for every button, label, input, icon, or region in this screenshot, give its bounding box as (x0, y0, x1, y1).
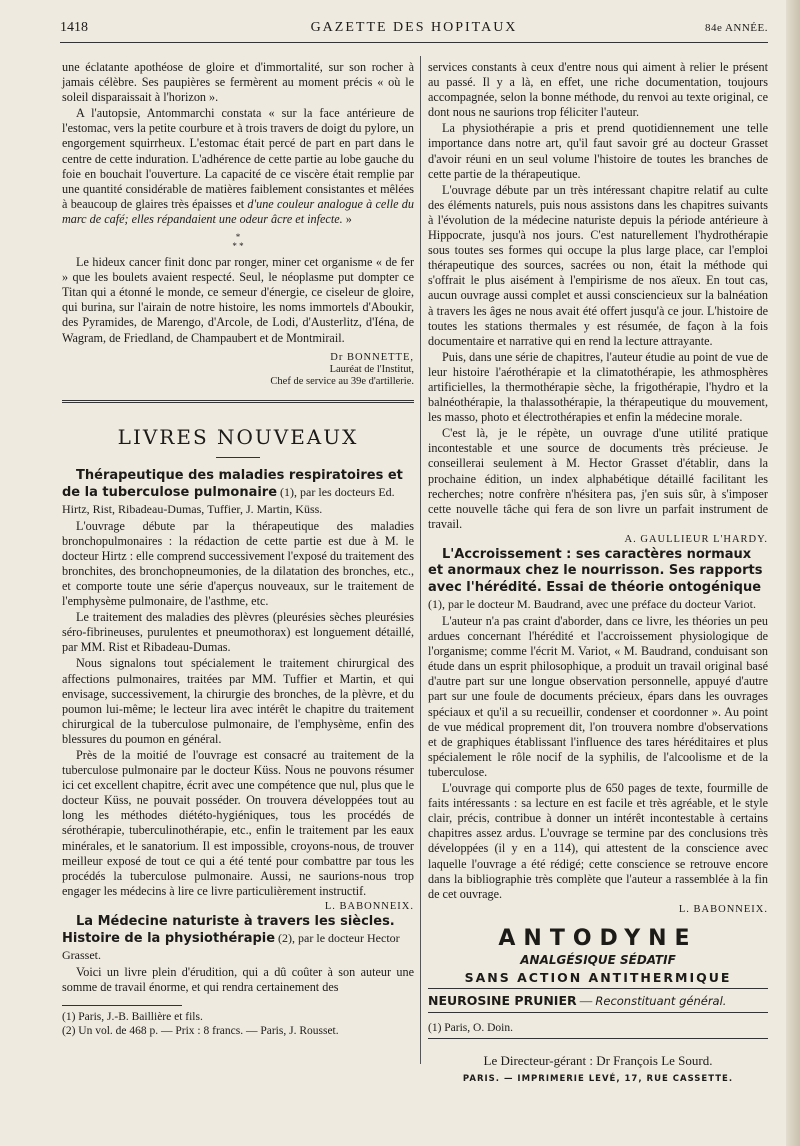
article-signature: Dr BONNETTE, Lauréat de l'Institut, Chef de service au 39e d'artillerie. (270, 351, 414, 387)
paragraph: A l'autopsie, Antommarchi constata « sur la face antérieure de l'estomac, vers la petite courbure et à trois travers de doigt du pylore, un engorgement squirrheux. L'estomac était percé de part en part dans le centre de cette induration. L'adhérence de cette partie au lobe gauche du foie en bouchait l'ouverture. La capacité de ce viscère était remplie par une quantité considérable de matières faiblement consistantes et mêlées à beaucoup de glaires très épaisses et d'une couleur analogue à celle du marc de café; elles répandaient une odeur âcre et infecte. » (62, 106, 414, 226)
journal-title: GAZETTE DES HOPITAUX (310, 20, 518, 35)
page-header (60, 20, 768, 42)
ad-rule (428, 988, 768, 989)
footnotes (62, 1010, 414, 1038)
page-edge (786, 0, 800, 1146)
volume-year: 84e ANNÉE. (704, 22, 768, 34)
ad-brand-name: ANTODYNE (498, 925, 698, 951)
review-signature: L. BABONNEIX. (678, 903, 768, 915)
ad-neurosine: NEUROSINE PRUNIER — Reconstituant général. (428, 993, 727, 1009)
paragraph: Nous signalons tout spécialement le traitement chirurgical des affections pulmonaires, traitées par MM. Tuffier et Martin, et qui envisage, successivement, la chirurgie des bronches, de la plèvre, et du poumon lui-même; le lecteur lira avec intérêt le chapitre du traitement chirurgical de la tuberculose pulmonaire, de l'emphysème, enfin des blessures du poumon en général. (62, 656, 414, 746)
asterism: * * * (232, 232, 244, 252)
right-column (428, 60, 768, 1087)
ad-subtitle: ANALGÉSIQUE SÉDATIF (520, 952, 676, 967)
ad-tagline: SANS ACTION ANTITHERMIQUE (464, 969, 732, 985)
footer-rule (428, 1038, 768, 1039)
paragraph: L'ouvrage qui comporte plus de 650 pages de texte, fourmille de faits intéressants : sa lecture en est facile et très agréable, et le style clair, précis, contribue à donner un intérêt incontestable à certains chapitres assez ardus. L'ouvrage se termine par des conclusions très développées (il y en a 114), qui attestent de la conscience avec laquelle l'ouvrage a été rédigé; cette conscience se retrouve encore dans la bibliographie très complète que l'auteur a rassemblée à la fin de cet ouvrage. (428, 781, 768, 901)
header-rule (60, 42, 768, 43)
advertisement (428, 927, 768, 1013)
left-column (62, 60, 414, 1038)
page-number: 1418 (60, 20, 88, 35)
printer-line: PARIS. — IMPRIMERIE LEVÉ, 17, RUE CASSETTE. (462, 1074, 734, 1085)
book-title: L'Accroissement : ses caractères normaux et anormaux chez le nourrisson. Ses rapports avec l'hérédité. Essai de théorie ontogénique (1), par le docteur M. Baudrand, avec une préface du docteur Variot. (428, 547, 763, 611)
section-title: LIVRES NOUVEAUX (117, 424, 359, 449)
footnote: (1) Paris, O. Doin. (428, 1022, 513, 1035)
section-rule (62, 400, 414, 403)
paragraph: C'est là, je le répète, un ouvrage d'une utilité pratique incontestable et une source de documents très précieuse. Je conseillerai seulement à M. Hector Grasset d'établir, dans la prochaine édition, un index alphabétique détaillé facilitant les recherches; notre confrère n'hésitera pas, j'en suis sûr, à s'imposer cette nouvelle tâche qui fera de son livre un parfait instrument de travail. (428, 426, 768, 531)
paragraph: Puis, dans une série de chapitres, l'auteur étudie au point de vue de leur histoire l'aérothérapie et la climatothérapie, les athmosphères artificielles, la thermothérapie sèche, la frigothérapie, l'hydro et la balnéothérapie, la thalassothérapie, la thérapeutique du mouvement, les masso, photo et électrothérapies et enfin la médecine morale. (428, 349, 768, 425)
book-title: Thérapeutique des maladies respiratoires et de la tuberculose pulmonaire (1), par les docteurs Ed. Hirtz, Rist, Ribadeau-Dumas, Tuffier, J. Martin, Küss. (62, 467, 403, 516)
paragraph: Le hideux cancer finit donc par ronger, miner cet organisme « de fer » que les boulets avaient respecté. Seul, le néoplasme put dompter ce Titan qui a étonné le monde, ce semeur d'énergie, ce ciseleur de gloire, qui burina, sur l'airain de notre histoire, les noms immortels d'Aboukir, des Pyramides, de Marengo, d'Arcole, de Lodi, d'Austerlitz, d'Iéna, de Wagram, de Friedland, de Champaubert et de Montmirail. (62, 255, 414, 345)
paragraph: une éclatante apothéose de gloire et d'immortalité, sur son rocher à jamais célèbre. Ses paupières se fermèrent au moment précis « où le soleil disparaissait à l'horizon ». (62, 60, 414, 105)
paragraph: services constants à ceux d'entre nous qui aiment à relier le présent au passé. Il y a là, en effet, une riche documentation, toujours accompagnée, selon la bonne méthode, du renvoi au texte original, ce dont nous ne saurions trop féliciter l'auteur. (428, 60, 768, 120)
review-signature: L. BABONNEIX. (324, 900, 414, 912)
paragraph: L'auteur n'a pas craint d'aborder, dans ce livre, les théories un peu ardues concernant l'hérédité et l'accroissement physiologique de l'organisme; comme l'écrit M. Variot, « M. Baudrand, conduisant son étude dans un esprit philosophique, a produit un travail original basé d'autre part sur une longue observation personnelle, appuyé d'autre part sur une foule de documents précieux, épars dans les ouvrages spéciaux et qu'il a su recueillir, condenser et coordonner ». Au point de vue médical proprement dit, l'on trouvera nombre d'observations et de graphiques établissant l'influence des tares héréditaires et plus spécialement le rôle nocif de la syphilis, de l'alcoolisme et de la tuberculose. (428, 614, 768, 779)
title-rule (216, 457, 260, 458)
review-signature: A. GAULLIEUR L'HARDY. (624, 533, 768, 545)
paragraph: Près de la moitié de l'ouvrage est consacré au traitement de la tuberculose pulmonaire par le docteur Küss. Nous ne pouvons résumer ici cet excellent chapitre, écrit avec une compétence que nul, plus que le docteur Küss, ne pouvait posséder. On trouvera développées tout au long les méthodes diététo-hygiéniques, tous les procédés de sérothérapie, tuberculinothérapie, etc., enfin le traitement par les eaux minérales, et le sanatorium. Il est impossible, croyons-nous, de trouver meilleur exposé de tout ce qui a été tenté pour combattre par tous les procédés la tuberculose pulmonaire. Aussi, ne saurions-nous trop engager les médecins à lire ce livre particulièrement instructif. (62, 748, 414, 898)
footnote: (1) Paris, J.-B. Baillière et fils. (62, 1011, 203, 1024)
paragraph: L'ouvrage débute par la thérapeutique des maladies bronchopulmonaires : la rédaction de cette partie est due à M. le docteur Hirtz : elle comprend successivement l'exposé du traitement des bronchites, des bronchopneumonies, de la dilatation des bronches, etc., et comporte toute une série d'aperçus nouveaux, sur le traitement de l'emphysème pulmonaire, de l'asthme, etc. (62, 518, 414, 609)
footnote: (2) Un vol. de 468 p. — Prix : 8 francs. — Paris, J. Rousset. (62, 1025, 339, 1038)
director-line: Le Directeur-gérant : Dr François Le Sourd. (483, 1053, 713, 1069)
paragraph: La physiothérapie a pris et prend quotidiennement une telle importance dans notre art, qu'il faut savoir gré au docteur Grasset d'avoir réuni en un seul volume l'histoire de toutes les branches de cette partie de la thérapeutique. (428, 121, 768, 181)
paragraph: Le traitement des maladies des plèvres (pleurésies sèches pleurésies séro-fibrineuses, purulentes et pneumothorax) est longuement détaillé, par MM. Rist et Ribadeau-Dumas. (62, 610, 414, 655)
ad-rule (428, 1012, 768, 1013)
paragraph: L'ouvrage débute par un très intéressant chapitre relatif au culte des éléments naturels, puis nous assistons dans les chapitres suivants à l'évolution de la médecine naturiste depuis la période antérieure à Hippocrate, jusqu'à nos jours. C'est naturellement l'hydrothérapie sous toutes ses formes qui occupe la plus large place, car l'emploi thérapeutique des sources, sacrées ou non, était la méthode qui s'offrait le plus aisément à l'empirisme de nos aïeux. En tout cas, aucun ouvrage aussi complet et aussi consciencieux sur la balnéation à travers les âges ne nous avait été offert jusqu'à ce jour. L'histoire de toutes les stations thermales y est résumée, de façon à la fois documentaire et narrative qui en rend la lecture attrayante. (428, 182, 768, 348)
book-title: La Médecine naturiste à travers les siècles. Histoire de la physiothérapie (2), par le docteur Hector Grasset. (62, 914, 400, 963)
paragraph: Voici un livre plein d'érudition, qui a dû coûter à son auteur une somme de travail énorme, et qui rendra certainement des (62, 965, 414, 995)
footnote-rule (62, 1005, 182, 1006)
column-divider (420, 56, 421, 1064)
